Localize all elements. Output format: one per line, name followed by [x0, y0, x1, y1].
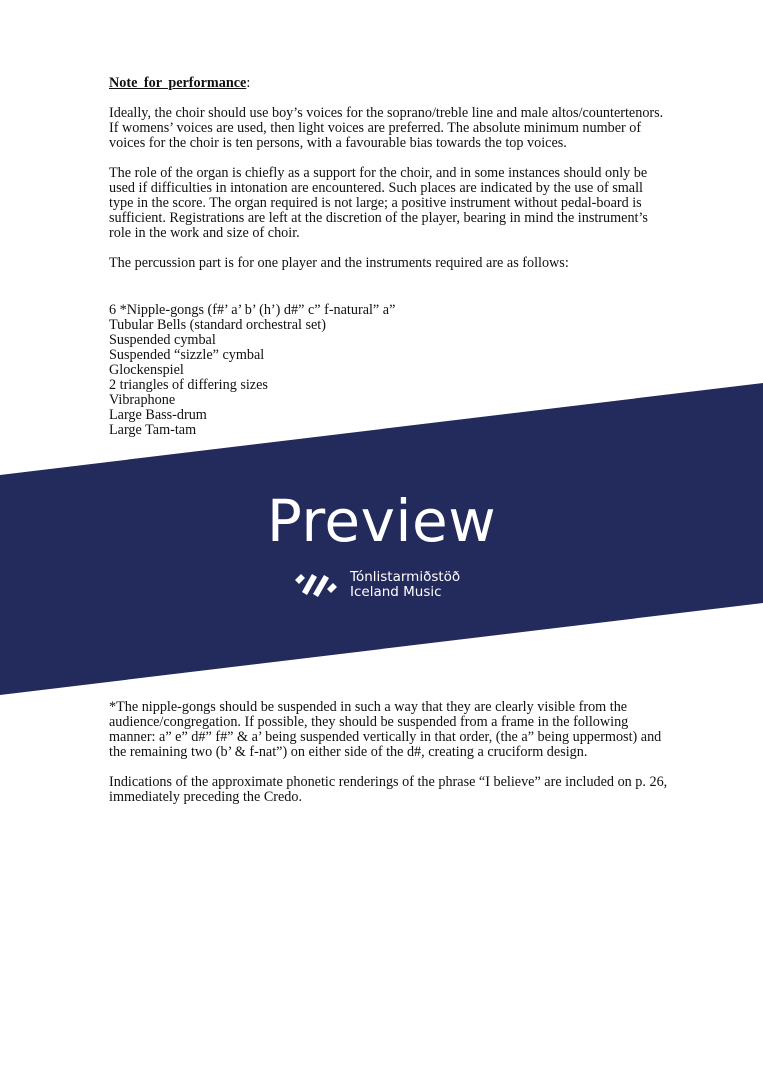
instrument-item: 2 triangles of differing sizes [109, 377, 268, 393]
nipple-gong-footnote: *The nipple-gongs should be suspended in such a way that they are clearly visible from the audience/congregation. If possible, they should be suspended from a frame in the following manner: a” e” d#” f#” & a’ being suspended vertically in that order, (the a” being uppermost) and the remaining two (b’ & f-nat”) on either side of the d#, creating a cruciform design. [109, 699, 662, 760]
heading-text: Note for performance [109, 75, 247, 91]
instrument-item: Tubular Bells (standard orchestral set) [109, 317, 326, 333]
brand-text [350, 570, 460, 600]
preview-watermark-title: Preview [266, 487, 497, 555]
phonetic-note: Indications of the approximate phonetic renderings of the phrase “I believe” are included on p. 26, immediately preceding the Credo. [109, 774, 668, 805]
brand-name-icelandic: Tónlistarmiðstöð [350, 569, 461, 585]
instrument-item: Large Tam-tam [109, 422, 197, 438]
instrument-item: Suspended “sizzle” cymbal [109, 347, 265, 363]
instrument-item: Vibraphone [109, 392, 176, 408]
organ-paragraph: The role of the organ is chiefly as a support for the choir, and in some instances should only be used if difficulties in intonation are encountered. Such places are indicated by the use of small type in the score. The organ required is not large; a positive instrument without pedal-board is sufficient. Registrations are left at the discretion of the player, bearing in mind the instrument’s role in the work and size of choir. [109, 165, 648, 241]
choir-paragraph: Ideally, the choir should use boy’s voices for the soprano/treble line and male altos/countertenors. If womens’ voices are used, then light voices are preferred. The absolute minimum number of voices for the choir is ten persons, with a favourable bias towards the top voices. [109, 105, 664, 151]
instrument-item: Suspended cymbal [109, 332, 216, 348]
brand-lockup [292, 568, 460, 602]
footnote-section [109, 700, 669, 805]
percussion-paragraph: The percussion part is for one player and the instruments required are as follows: [109, 255, 569, 271]
brand-name-english: Iceland Music [350, 584, 442, 600]
instrument-item: Large Bass-drum [109, 407, 207, 423]
instrument-item: 6 *Nipple-gongs (f#’ a’ b’ (h’) d#” c” f-natural” a” [109, 302, 396, 318]
iceland-music-logo-icon [292, 570, 344, 600]
heading-colon: : [246, 75, 251, 91]
instrument-item: Glockenspiel [109, 362, 184, 378]
